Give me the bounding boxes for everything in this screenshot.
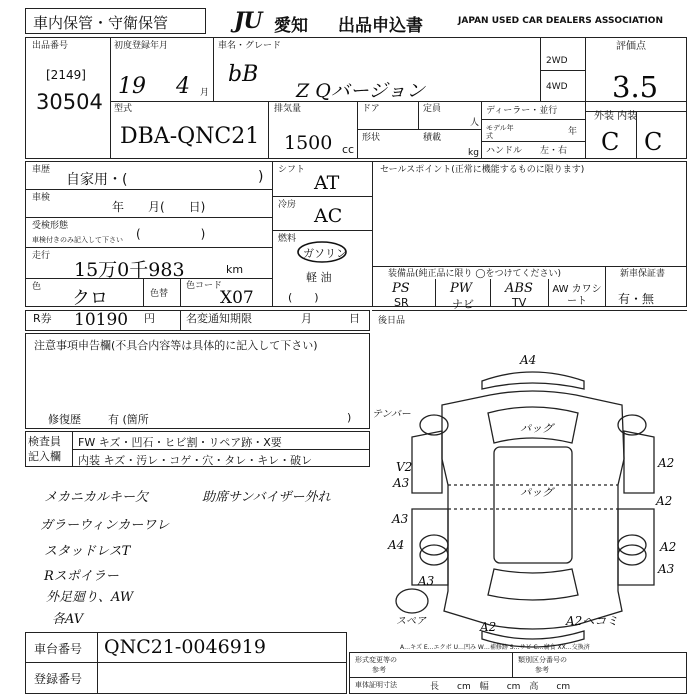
equipment-sr: SR [394,296,409,309]
mark-a4-top: A4 [520,353,537,367]
divider [25,278,272,279]
mark-a4-left: A4 [388,538,405,552]
mark-a3-right: A3 [658,562,675,576]
car-history-value: 自家用・( [66,172,128,188]
dealer-label: ディーラー・並行 [486,106,558,116]
model-code: DBA-QNC21 [120,124,260,149]
mark-a3-bottom: A3 [418,574,435,588]
shape-confirm-label: 形式変更等の [355,656,397,664]
divider [272,161,273,307]
recipient-sub: 車検付きのみ記入して下さい [32,236,123,244]
comment-3: ガラーウィンカーワレ [40,518,170,533]
size-change-note: 参考 [535,666,549,674]
mark-a3-left-2: A3 [392,512,409,526]
divider [636,111,637,159]
model-year-label: モデル年式 [486,124,514,140]
capacity-unit: 人 [470,118,480,128]
divider [585,101,586,159]
divider [481,101,482,159]
color-code-value: X07 [220,288,254,308]
mark-bumper: テンバー [372,409,411,420]
divider [213,37,214,101]
interior-line: 内装 キズ・汚レ・コゲ・穴・タレ・キレ・破レ [78,454,313,467]
mileage-label: 走行 [32,251,51,261]
shift-value: AT [314,172,340,194]
association-name: JAPAN USED CAR DEALERS ASSOCIATION [458,16,663,26]
mark-a2-right: A2 [658,456,675,470]
name-change-label: 名変通知期限 [186,312,252,325]
divider [490,279,491,307]
displacement-label: 排気量 [274,104,302,114]
car-grade: Z Qバージョン [296,80,426,102]
repair-close: ) [347,411,352,424]
damage-legend: A…キズ E…エクボ U…凹み W…補修跡 S…サビ C…腐食 XX…交換済 [400,644,590,651]
lot-small-number: [2149] [46,68,86,82]
name-change-month: 月 [301,312,312,325]
divider [25,217,272,218]
interior-grade: C [644,128,663,156]
comment-6: 外足廻り、AW [46,590,134,605]
divider [110,101,687,102]
color-replaced-label: 色替 [150,289,169,299]
car-history-label: 車歴 [32,165,51,175]
cc-unit: cc [342,143,355,156]
car-history-close: ) [258,169,264,185]
mileage-value: 15万0千983 [74,259,185,281]
first-reg-label: 初度登録年月 [114,41,169,51]
color-label: 色 [32,282,42,292]
warranty-options: 有・無 [618,292,655,306]
inspector-label: 検査員記入欄 [28,435,61,463]
comment-1: メカニカルキー欠 [44,490,149,505]
mark-a2-dent: A2ヘコミ [566,614,619,628]
shape-confirm-note: 参考 [372,666,386,674]
inspection-label: 車検 [32,193,51,203]
divider [349,677,687,678]
sales-point-label: セールスポイント(正常に機能するものに限ります) [380,165,585,175]
org-name: 愛知 [274,16,308,36]
repair-value: 有 (箇所 [108,413,149,426]
inspection-value: 年 月( 日) [112,200,206,214]
recipient-label: 受検形態 [32,221,69,231]
mark-bag-front: パッグ [520,422,553,435]
ju-logo: JU [234,8,262,34]
displacement-value: 1500 [284,132,333,154]
reg-month: 4 [176,74,190,99]
divider [540,37,541,101]
size-change-label: 類別区分番号の [518,656,567,664]
year-suffix: 年 [568,127,578,137]
storage-tag: 車内保管・守衛保管 [33,14,169,32]
name-change-day: 日 [349,312,360,325]
shape-label: 形状 [362,133,381,143]
steering-label: ハンドル [486,146,523,156]
divider [268,101,269,159]
steering-options: 左・右 [540,146,568,156]
mark-spare: スペア [396,616,426,627]
drive-4wd: 4WD [546,82,568,92]
notes-label: 注意事項申告欄(不具合内容等は具体的に記入して下さい) [34,339,318,352]
month-suffix: 月 [200,88,210,98]
comment-7: 各AV [52,612,84,627]
divider [481,141,585,142]
chassis-label: 車台番号 [34,642,83,656]
doc-title: 出品申込書 [338,16,423,36]
divider [372,161,373,307]
chassis-number: QNC21-0046919 [104,636,266,658]
equipment-label: 装備品(純正品に限り ◯をつけてください) [388,269,561,279]
equipment-mark-pw: PW [450,281,473,296]
dims-row: 長 cm 幅 cm 高 cm [430,682,571,692]
warranty-label: 新車保証書 [620,269,666,279]
comment-2: 助席サンバイザー外れ [202,490,331,505]
mark-a2-right-2: A2 [656,494,673,508]
capacity-label: 定員 [423,104,442,114]
divider [418,101,419,129]
divider [512,652,513,677]
load-label: 積載 [423,133,442,143]
mark-a2-mid: A2 [660,540,677,554]
mark-bag-rear: パッグ [520,486,553,499]
divider [180,310,181,331]
exterior-grade: C [601,128,620,156]
divider [357,101,358,159]
dims-label: 車体証明寸法 [355,681,397,689]
divider [372,310,687,311]
fuel-other: ( ) [288,291,319,304]
divider [481,119,585,120]
lot-number: 30504 [36,90,103,114]
fuel-diesel: 軽 油 [306,271,332,284]
registration-label: 登録番号 [34,672,83,686]
shift-label: シフト [278,165,306,175]
ext-int-label: 外装 内装 [594,111,638,122]
divider [585,37,586,101]
km-unit: km [226,263,244,276]
divider [272,230,372,231]
equipment-mark-ps: PS [392,281,410,296]
comment-4: スタッドレスT [44,544,131,559]
r-ticket-label: R券 [33,312,52,325]
divider [548,279,549,307]
model-label: 型式 [114,104,133,114]
divider [97,632,98,694]
divider [25,662,347,663]
rating-label: 評価点 [616,41,646,52]
rear-label: 後日品 [378,316,406,326]
repair-label: 修復歴 [48,413,81,426]
divider [540,70,585,71]
divider [357,129,481,130]
recipient-value: ( ) [136,227,206,241]
ac-value: AC [314,205,343,227]
divider [372,266,687,267]
divider [143,278,144,307]
name-grade-label: 車名・グレード [218,41,282,51]
rating-value: 3.5 [612,70,659,104]
divider [110,37,111,159]
r-ticket-amount: 10190 [74,310,129,330]
fuel-gasoline: ガソリン [303,247,347,260]
mark-a3-left-1: A3 [393,476,410,490]
kg-unit: kg [468,148,479,158]
car-name: bB [228,62,259,87]
equipment-navi: ナビ [452,298,474,311]
equipment-mark-abs: ABS [505,281,533,296]
color-code-label: 色コード [186,281,223,291]
ac-label: 冷房 [278,200,297,210]
mark-v2: V2 [396,460,413,474]
drive-2wd: 2WD [546,56,568,66]
door-label: ドア [362,104,380,114]
color-value: クロ [72,288,108,309]
divider [272,196,372,197]
divider [435,279,436,307]
fuel-label: 燃料 [278,234,297,244]
comment-5: Rスポイラー [44,569,119,584]
divider [180,278,181,307]
lot-number-label: 出品番号 [32,41,69,51]
divider [605,266,606,307]
yen-unit: 円 [144,312,155,325]
fw-line: FW キズ・凹石・ヒビ割・リペア跡・X要 [78,436,282,449]
divider [25,189,272,190]
mark-a2-bottom: A2 [480,620,497,634]
reg-year: 19 [118,74,146,99]
equipment-aw: AW カワシート [552,284,602,307]
equipment-tv: TV [512,296,527,309]
divider [25,247,272,248]
